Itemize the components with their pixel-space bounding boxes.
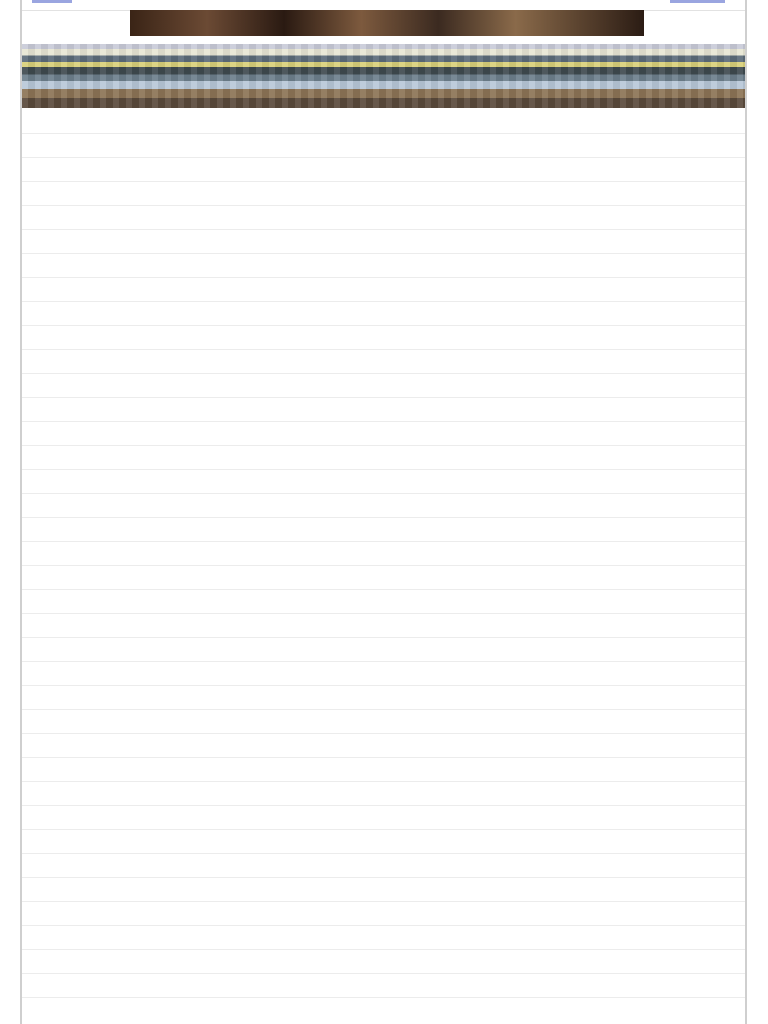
list-item-title[interactable] [32,208,672,219]
list-item-subtitle [32,507,432,515]
list-item-subtitle [32,867,432,875]
list-item-subtitle [32,195,432,203]
list-item-title[interactable] [32,568,672,579]
list-item-title[interactable] [32,448,672,459]
list-item-title[interactable] [32,784,672,795]
list-item-title[interactable] [32,616,672,627]
list-item[interactable] [22,206,745,230]
page-frame [20,0,747,1024]
list-item-title[interactable] [32,472,672,483]
list-item-subtitle [32,339,432,347]
list-item-title[interactable] [32,904,672,915]
list-item-subtitle [32,243,432,251]
list-item-subtitle [32,531,432,539]
list-item-title[interactable] [32,424,672,435]
list-item[interactable] [22,422,745,446]
list-item[interactable] [22,974,745,998]
list-item-title[interactable] [32,856,672,867]
list-item-title[interactable] [32,544,672,555]
list-item[interactable] [22,902,745,926]
list-item-subtitle [32,675,432,683]
list-item-subtitle [32,987,432,995]
image-band-texture [22,44,745,108]
list-item-subtitle [32,939,432,947]
list-item-subtitle [32,651,432,659]
list-item[interactable] [22,446,745,470]
list-item-title[interactable] [32,952,672,963]
list-item-subtitle [32,819,432,827]
list-item-subtitle [32,411,432,419]
list-item[interactable] [22,638,745,662]
list-item-title[interactable] [32,712,672,723]
list-item[interactable] [22,686,745,710]
list-item-title[interactable] [32,976,672,987]
list-item-subtitle [32,603,432,611]
list-item[interactable] [22,926,745,950]
list-item-title[interactable] [32,664,672,675]
list-item[interactable] [22,758,745,782]
list-item-subtitle [32,963,432,971]
list-item-title[interactable] [32,688,672,699]
list-item-title[interactable] [32,760,672,771]
list-item-subtitle [32,291,432,299]
list-item[interactable] [22,518,745,542]
list-item-title[interactable] [32,304,672,315]
list-item[interactable] [22,542,745,566]
list-item-title[interactable] [32,808,672,819]
list-item-subtitle [32,555,432,563]
list-item[interactable] [22,806,745,830]
list-item-title[interactable] [32,376,672,387]
list-item-subtitle [32,315,432,323]
list-item-subtitle [32,579,432,587]
list-item-subtitle [32,843,432,851]
list-item[interactable] [22,326,745,350]
list-item[interactable] [22,158,745,182]
list-item-subtitle [32,267,432,275]
list-item-title[interactable] [32,160,672,171]
list-item-subtitle [32,747,432,755]
list-item-subtitle [32,627,432,635]
list-item-subtitle [32,771,432,779]
list-item-subtitle [32,795,432,803]
list-item-subtitle [32,699,432,707]
list-item[interactable] [22,302,745,326]
list-item-subtitle [32,723,432,731]
list-item-title[interactable] [32,496,672,507]
list-item[interactable] [22,134,745,158]
list-item-title[interactable] [32,592,672,603]
list-item[interactable] [22,662,745,686]
list-item[interactable] [22,254,745,278]
list-item-title[interactable] [32,928,672,939]
list-item-title[interactable] [32,280,672,291]
list-item-subtitle [32,891,432,899]
list-item[interactable] [22,878,745,902]
tab-right[interactable] [670,0,725,3]
list-item[interactable] [22,398,745,422]
list-item-subtitle [32,435,432,443]
list-item[interactable] [22,854,745,878]
list-item-title[interactable] [32,640,672,651]
list-item[interactable] [22,278,745,302]
list-item-title[interactable] [32,520,672,531]
list-item-title[interactable] [32,880,672,891]
list-item-title[interactable] [32,832,672,843]
list-item-title[interactable] [32,328,672,339]
list-item-title[interactable] [32,136,672,147]
list-item-subtitle [32,171,432,179]
list-item-subtitle [32,483,432,491]
result-list [22,110,745,998]
list-item[interactable] [22,782,745,806]
tab-left[interactable] [32,0,72,3]
list-item-title[interactable] [32,112,672,123]
list-item-subtitle [32,363,432,371]
list-item[interactable] [22,470,745,494]
list-item-subtitle [32,123,432,131]
list-item-title[interactable] [32,400,672,411]
list-item[interactable] [22,374,745,398]
list-item[interactable] [22,710,745,734]
list-item-subtitle [32,387,432,395]
list-item-subtitle [32,147,432,155]
list-item[interactable] [22,110,745,134]
list-item[interactable] [22,350,745,374]
list-item[interactable] [22,830,745,854]
list-item[interactable] [22,566,745,590]
list-item-title[interactable] [32,184,672,195]
list-item-subtitle [32,459,432,467]
image-band[interactable] [22,44,745,108]
list-item-title[interactable] [32,256,672,267]
list-item[interactable] [22,950,745,974]
list-item[interactable] [22,230,745,254]
list-item-subtitle [32,219,432,227]
list-item-title[interactable] [32,352,672,363]
list-item[interactable] [22,494,745,518]
list-item-title[interactable] [32,736,672,747]
list-item-title[interactable] [32,232,672,243]
list-item[interactable] [22,614,745,638]
list-item-subtitle [32,915,432,923]
list-item[interactable] [22,182,745,206]
list-item[interactable] [22,590,745,614]
list-item[interactable] [22,734,745,758]
banner-image[interactable] [130,10,644,36]
